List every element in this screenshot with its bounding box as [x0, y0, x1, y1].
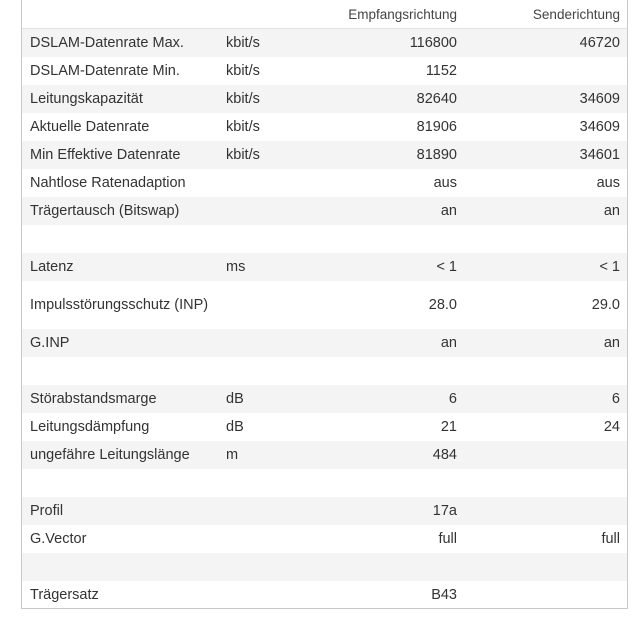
row-downstream-value: 82640 — [416, 91, 457, 107]
table-row — [22, 441, 627, 469]
row-label: Störabstandsmarge — [30, 390, 157, 407]
table-row — [22, 197, 627, 225]
row-downstream-value: aus — [433, 175, 457, 191]
row-label: Nahtlose Ratenadaption — [30, 174, 186, 191]
table-row — [22, 385, 627, 413]
row-unit — [226, 525, 286, 553]
table-row — [22, 57, 627, 85]
row-upstream-value — [462, 497, 620, 525]
row-upstream-value — [462, 441, 620, 469]
row-downstream-value — [282, 553, 457, 581]
table-row — [22, 29, 627, 57]
row-downstream-value: 17a — [432, 503, 457, 519]
dsl-info-table — [21, 0, 628, 609]
table-spacer-row — [22, 469, 627, 497]
row-unit: dB — [226, 391, 244, 407]
row-upstream-value: 34601 — [579, 147, 620, 163]
row-label: Trägersatz — [30, 586, 99, 603]
row-label — [30, 357, 220, 385]
row-label: Trägertausch (Bitswap) — [30, 202, 180, 219]
row-downstream-value: 1152 — [425, 63, 457, 79]
row-label: DSLAM-Datenrate Max. — [30, 34, 184, 51]
row-label: Profil — [30, 502, 64, 519]
row-downstream-value: < 1 — [436, 259, 457, 275]
row-label — [30, 553, 220, 581]
row-label: Leitungsdämpfung — [30, 418, 150, 435]
table-row — [22, 113, 627, 141]
row-unit — [226, 469, 286, 497]
row-unit: kbit/s — [226, 63, 260, 79]
row-upstream-value: 24 — [603, 419, 620, 435]
table-row — [22, 169, 627, 197]
row-unit: m — [226, 447, 239, 463]
table-row — [22, 141, 627, 169]
row-label: Impulsstörungsschutz (INP) — [30, 296, 209, 313]
row-unit — [226, 357, 286, 385]
table-spacer-row — [22, 553, 627, 581]
table-header — [22, 0, 627, 29]
row-downstream-value: 81906 — [416, 119, 457, 135]
table-row — [22, 253, 627, 281]
row-unit: dB — [226, 419, 244, 435]
row-downstream-value: 81890 — [416, 147, 457, 163]
row-upstream-value — [462, 553, 620, 581]
table-spacer-row — [22, 225, 627, 253]
row-downstream-value — [282, 357, 457, 385]
row-unit — [226, 281, 286, 329]
row-label: Min Effektive Datenrate — [30, 146, 181, 163]
row-upstream-value: 29.0 — [591, 297, 620, 313]
row-upstream-value — [462, 225, 620, 253]
row-upstream-value: 6 — [611, 391, 620, 407]
row-downstream-value: full — [438, 531, 457, 547]
row-upstream-value — [462, 57, 620, 85]
table-row — [22, 497, 627, 525]
row-downstream-value: 116800 — [409, 35, 457, 51]
row-label: Aktuelle Datenrate — [30, 118, 150, 135]
row-downstream-value: an — [440, 203, 457, 219]
row-unit: kbit/s — [226, 35, 260, 51]
row-label: G.INP — [30, 334, 70, 351]
row-downstream-value: 6 — [448, 391, 457, 407]
table-row — [22, 581, 627, 609]
row-downstream-value: 28.0 — [428, 297, 457, 313]
row-downstream-value — [282, 469, 457, 497]
row-upstream-value: 34609 — [579, 119, 620, 135]
row-unit: kbit/s — [226, 147, 260, 163]
row-unit — [226, 329, 286, 357]
row-unit — [226, 497, 286, 525]
row-label: Latenz — [30, 258, 74, 275]
header-downstream: Empfangsrichtung — [348, 6, 457, 22]
row-downstream-value: B43 — [431, 587, 457, 603]
row-upstream-value: 46720 — [579, 35, 620, 51]
table-row — [22, 525, 627, 553]
row-unit: ms — [226, 259, 246, 275]
row-downstream-value — [282, 225, 457, 253]
row-upstream-value: an — [603, 335, 620, 351]
row-label — [30, 225, 220, 253]
row-upstream-value: full — [601, 531, 620, 547]
row-label: ungefähre Leitungslänge — [30, 446, 190, 463]
row-upstream-value — [462, 469, 620, 497]
table-spacer-row — [22, 357, 627, 385]
row-downstream-value: 21 — [440, 419, 457, 435]
row-label: G.Vector — [30, 530, 87, 547]
row-unit: kbit/s — [226, 119, 260, 135]
row-upstream-value: < 1 — [599, 259, 620, 275]
row-upstream-value — [462, 357, 620, 385]
row-unit — [226, 169, 286, 197]
row-unit — [226, 225, 286, 253]
row-unit: kbit/s — [226, 91, 260, 107]
row-label — [30, 469, 220, 497]
table-row — [22, 281, 627, 329]
row-upstream-value: 34609 — [579, 91, 620, 107]
row-unit — [226, 581, 286, 609]
header-upstream: Senderichtung — [532, 6, 620, 22]
row-downstream-value: an — [440, 335, 457, 351]
row-upstream-value: aus — [596, 175, 620, 191]
table-row — [22, 85, 627, 113]
row-unit — [226, 553, 286, 581]
table-row — [22, 413, 627, 441]
row-downstream-value: 484 — [432, 447, 457, 463]
row-upstream-value: an — [603, 203, 620, 219]
row-upstream-value — [462, 581, 620, 609]
row-unit — [226, 197, 286, 225]
table-row — [22, 329, 627, 357]
row-label: DSLAM-Datenrate Min. — [30, 62, 180, 79]
row-label: Leitungskapazität — [30, 90, 143, 107]
